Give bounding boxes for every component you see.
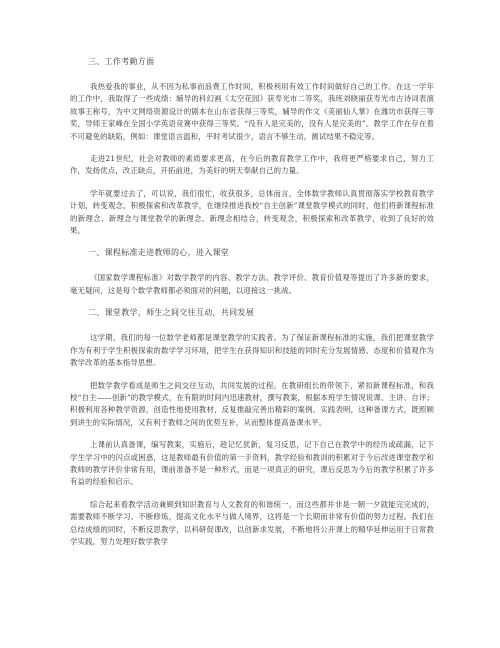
paragraph-lesson-preparation: 把数学教学看成是师生之间交往互动，共同发展的过程。在教研组长的带领下，紧扣新课程标准，和我校“自主——创新”的教学模式，在有限的时间内迅速教材，撰写教案，根据本班学生情况说课、主讲、自评；积极利用各种教学资源，创造性地使用教材，反复推敲完善出精彩的案例、实践表明，这种备课方式，既照顾到讲生的实际情况，又有利于教师之间的优势互补，从而整体提高备课水平。 (70, 380, 434, 427)
paragraph-reflection: 上课前认真备课，编写教案，实施后，趁记忆犹新，复习反思，记下自己在教学中的经历或疏漏，记下学生学习中的闪点或困惑，这是教师最有价值的第一手资料，教学经验和教训的积累对于今后改进课堂教学和教师的教学评价非常有用，课前准备不是一种形式，而是一项真正的研究，课后反思为今后的教学积累了许多有益的经验和启示。 (70, 440, 434, 487)
paragraph-curriculum-standard: 《国家数学课程标准》对数学教学的内容、教学方法、教学评价、教育价值观等提出了许多新的要求，毫无疑问，这是每个数学教师都必须面对的问题，以迎接这一挑战。 (70, 273, 434, 295)
paragraph-classroom-practice: 这学期，我们的每一位数学老师都是课堂教学的实践者。为了保证新课程标准的实施，我们把课堂教学作为有利于学生积极探索的数学学习环境，把学生在获得知识和技能的同时充分发展情感、态度和价值观作为教学改革的基本指导思想。 (70, 333, 434, 368)
paragraph-achievements: 我热爱我的事业，从不因为私事而浪费工作时间，积极利用有效工作时间做好自己的工作。在这一学年的工作中，我取得了一些成绩：辅导的科幻画《太空花园》获寿光市二等奖，我班刘晓丽获寿光市古诗词表演故事王称号，为中文网络资源设计的剧本在山东省获得三等奖，辅导的作文《美丽仙人掌》在潍坊市获得三等奖，导师王家峰在全国小学英语竞赛中获得三等奖。“没有人是完美的，没有人是完美的”。教学工作在存在着不可避免的缺陷，例如：课堂语言温和，平时考试很少，语言不够生动，测试结果不稳定等。 (70, 82, 434, 141)
section-heading-curriculum: 一、课程标准走进教师的心，进入课堂 (88, 248, 230, 258)
section-heading-attendance: 三、工作考勤方面 (88, 57, 155, 66)
paragraph-conclusion: 综合起来看教学活动兼顾到知识教育与人文教育的和谐统一，而这些都并非是一朝一夕就能完完成的，需要教师不断学习、不断修炼，提高文化水平与做人境界，这将是一个长期而非常有价值的努力过程。我们在总结成绩的同时，不断反思教学，以科研促课改，以创新求发展，不断地将公开课上的精华延伸运用于日常教学实践，努力处理好数学教学 (70, 499, 434, 546)
section-heading-classroom: 二、课堂教学，师生之间交往互动，共同发展 (88, 308, 254, 318)
paragraph-21st-century: 走进21世纪，社会对教师的素质要求更高，在今后的教育教学工作中，我将更严格要求自己，努力工作，发扬优点，改正缺点，开拓前进，为美好的明天奉献自己的力量。 (70, 154, 434, 176)
paragraph-year-summary: 学年就要过去了，可以说，我们很忙，收获很多，总体而言，全体数学教师认真贯彻落实学校教育教学计划，转变观念，积极探索和改革教学，在继续推进我校“自主创新”课堂教学模式的同时，他们将新课程标准的新理念、新理念与课堂教学的新理念、新理念相结合，转变观念，积极探索和改革教学，收到了良好的效果。 (70, 188, 434, 236)
